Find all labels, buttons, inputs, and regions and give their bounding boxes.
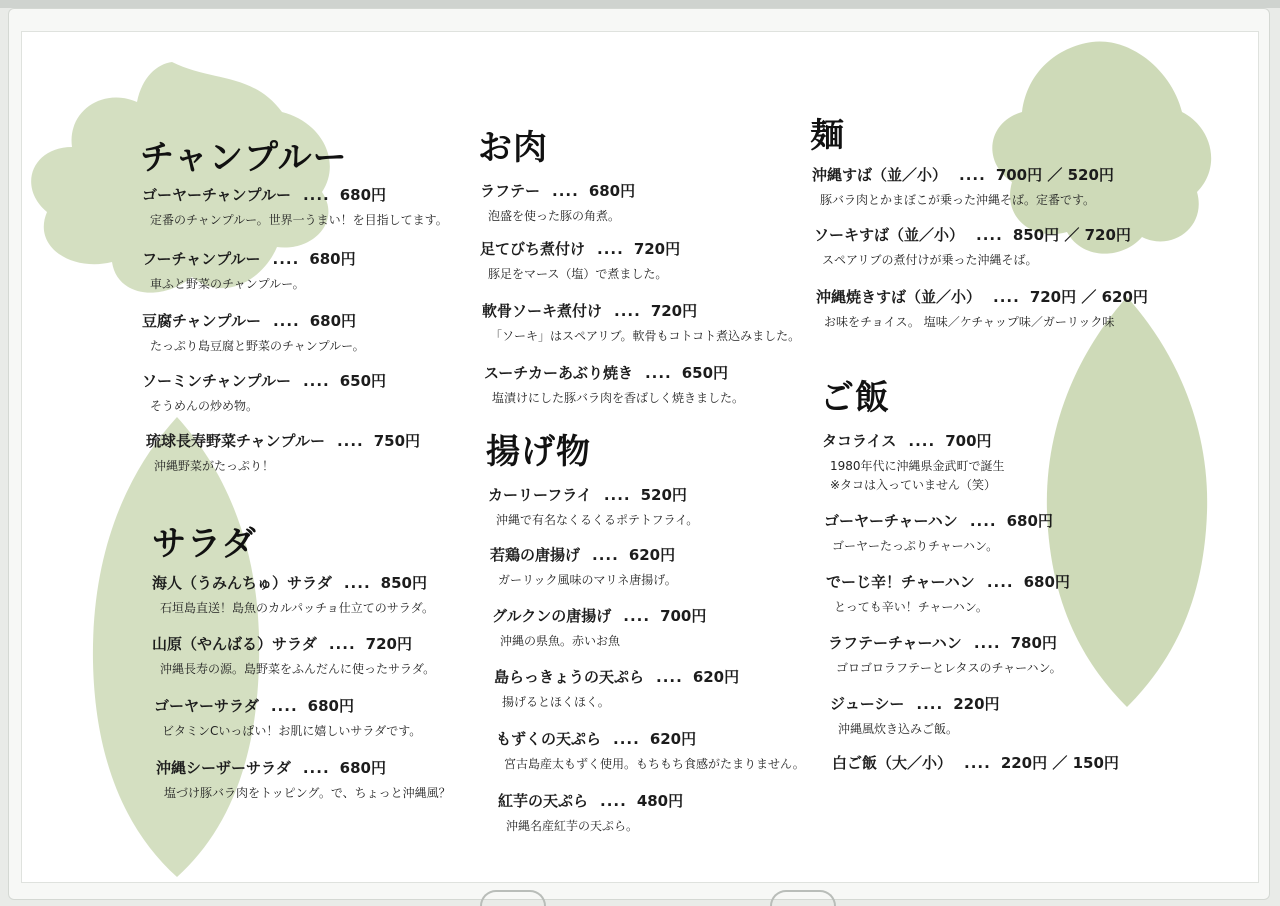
item-price: 680円 [309, 250, 356, 268]
menu-item [154, 695, 421, 741]
item-price: 520円 [640, 486, 687, 504]
item-name: 山原（やんばる）サラダ [152, 635, 317, 653]
item-price: 220円 ／ 150円 [1000, 754, 1119, 772]
item-name: ゴーヤーチャーハン [824, 512, 958, 530]
item-dots: .... [964, 754, 991, 772]
item-dots: .... [552, 182, 579, 200]
item-price: 750円 [373, 432, 421, 450]
item-desc: 「ソーキ」はスペアリブ。軟骨もコトコト煮込みました。 [490, 329, 801, 343]
section-title-meat: お肉 [478, 128, 548, 168]
item-name: グルクンの唐揚げ [492, 607, 612, 625]
top-edge [0, 0, 1280, 8]
item-dots: .... [986, 573, 1014, 591]
item-price: 220円 [953, 695, 1000, 713]
item-name: フーチャンプルー [142, 250, 261, 268]
item-price: 850円 ／ 720円 [1012, 226, 1131, 244]
item-price: 720円 [650, 302, 698, 320]
item-name: ジューシー [830, 695, 905, 713]
section-title-fried: 揚げ物 [486, 432, 591, 472]
item-dots: .... [603, 486, 631, 504]
item-name: 沖縄すば（並／小） [812, 166, 948, 184]
section-title-noodles: 麺 [810, 116, 845, 156]
item-dots: .... [969, 512, 997, 530]
item-name: 海人（うみんちゅ）サラダ [152, 574, 332, 592]
item-price: 650円 [681, 364, 729, 382]
binder-ring-left [480, 890, 546, 906]
item-desc: 豚足をマース（塩）で煮ました。 [488, 267, 668, 281]
item-price: 680円 [339, 759, 386, 777]
item-price: 680円 [309, 312, 357, 330]
item-name: 沖縄シーザーサラダ [156, 759, 291, 777]
item-dots: .... [623, 607, 651, 625]
item-dots: .... [592, 546, 619, 564]
item-dots: .... [908, 432, 936, 450]
item-dots: .... [270, 697, 298, 715]
item-name: ゴーヤーサラダ [154, 697, 259, 715]
item-name: 島らっきょうの天ぷら [494, 668, 645, 686]
item-dots: .... [302, 759, 330, 777]
item-desc-note: ※タコは入っていません（笑） [830, 477, 997, 492]
item-dots: .... [614, 302, 641, 320]
item-dots: .... [916, 695, 944, 713]
menu-item [152, 633, 435, 679]
item-dots: .... [976, 226, 1003, 244]
binder-ring-right [770, 890, 836, 906]
menu-item [146, 430, 420, 476]
item-name: スーチカーあぶり焼き [484, 364, 633, 382]
item-desc: 沖縄名産紅芋の天ぷら。 [506, 819, 639, 833]
item-dots: .... [328, 635, 356, 653]
item-desc: 石垣島直送！島魚のカルパッチョ仕立てのサラダ。 [160, 601, 434, 615]
item-name: 琉球長寿野菜チャンプルー [146, 432, 325, 450]
item-dots: .... [336, 432, 364, 450]
section-title-salad: サラダ [152, 524, 257, 564]
section-title-champuru: チャンプルー [140, 138, 348, 178]
menu-item [490, 544, 677, 590]
item-desc: たっぷり島豆腐と野菜のチャンプルー。 [150, 339, 365, 353]
item-name: ソーミンチャンプルー [142, 372, 291, 390]
item-dots: .... [600, 792, 627, 810]
item-price: 620円 [692, 668, 740, 686]
menu-item [142, 184, 448, 230]
menu-item [492, 605, 706, 651]
item-price: 680円 [1006, 512, 1053, 530]
menu-item [494, 666, 739, 712]
menu-item [142, 310, 365, 356]
item-desc-line: 1980年代に沖縄県金武町で誕生 [830, 459, 1005, 473]
item-name: 若鶏の唐揚げ [490, 546, 581, 564]
menu-item [830, 693, 1000, 739]
item-dots: .... [597, 240, 624, 258]
section-title-rice: ご飯 [820, 378, 890, 418]
item-price: 780円 [1010, 634, 1057, 652]
menu-item [816, 286, 1148, 332]
item-desc: ガーリック風味のマリネ唐揚げ。 [498, 573, 677, 587]
item-name: 白ご飯（大／小） [832, 754, 953, 772]
item-desc: 沖縄長寿の源。島野菜をふんだんに使ったサラダ。 [160, 662, 436, 676]
item-desc: 揚げるとほくほく。 [502, 695, 610, 709]
menu-item [488, 484, 698, 530]
item-price: 680円 [339, 186, 387, 204]
item-desc: 宮古島産太もずく使用。もちもち食感がたまりません。 [504, 757, 805, 771]
item-price: 480円 [636, 792, 684, 810]
menu-item [482, 300, 800, 346]
item-desc [822, 457, 1005, 494]
item-dots: .... [302, 186, 330, 204]
item-price: 680円 [1023, 573, 1070, 591]
item-name: 豆腐チャンプルー [142, 312, 261, 330]
item-price: 720円 [365, 635, 412, 653]
item-desc: ゴロゴロラフテーとレタスのチャーハン。 [836, 661, 1062, 675]
menu-item [480, 180, 635, 226]
item-name: ソーキすば（並／小） [814, 226, 965, 244]
item-price: 700円 ／ 520円 [995, 166, 1114, 184]
item-desc: そうめんの炒め物。 [150, 399, 259, 413]
item-desc: スペアリブの煮付けが乗った沖縄そば。 [822, 253, 1038, 267]
item-desc: 沖縄風炊き込みご飯。 [838, 722, 959, 736]
menu-item [152, 572, 434, 618]
item-dots: .... [959, 166, 986, 184]
item-desc: 豚バラ肉とかまぼこが乗った沖縄そば。定番です。 [820, 193, 1096, 207]
item-desc: お味をチョイス。 塩味／ケチャップ味／ガーリック味 [824, 315, 1115, 329]
item-name: ラフテーチャーハン [828, 634, 962, 652]
item-name: カーリーフライ [488, 486, 592, 504]
item-name: ゴーヤーチャンプルー [142, 186, 291, 204]
menu-item [826, 571, 1070, 617]
menu-item [142, 370, 386, 416]
menu-item [484, 362, 744, 408]
item-name: 軟骨ソーキ煮付け [482, 302, 603, 320]
item-dots: .... [993, 288, 1020, 306]
item-desc: 沖縄で有名なくるくるポテトフライ。 [496, 513, 699, 527]
item-dots: .... [343, 574, 371, 592]
item-name: でーじ辛！チャーハン [826, 573, 975, 591]
menu-item [828, 632, 1062, 678]
item-desc: ビタミンCいっぱい！お肌に嬉しいサラダです。 [162, 724, 422, 738]
item-price: 620円 [649, 730, 697, 748]
item-desc: 塩づけ豚バラ肉をトッピング。で、ちょっと沖縄風？ [164, 786, 451, 800]
item-price: 650円 [339, 372, 387, 390]
menu-item [156, 757, 451, 803]
item-price: 720円 ／ 620円 [1029, 288, 1148, 306]
item-desc: ゴーヤーたっぷりチャーハン。 [832, 539, 999, 553]
item-dots: .... [272, 250, 300, 268]
item-price: 680円 [307, 697, 354, 715]
item-desc: 泡盛を使った豚の角煮。 [488, 209, 621, 223]
item-dots: .... [656, 668, 683, 686]
item-name: もずくの天ぷら [496, 730, 602, 748]
item-desc: とっても辛い！チャーハン。 [834, 600, 988, 614]
menu-item [142, 248, 356, 294]
item-desc: 沖縄野菜がたっぷり！ [154, 459, 275, 473]
item-price: 700円 [660, 607, 707, 625]
item-desc: 塩漬けにした豚バラ肉を香ばしく焼きました。 [492, 391, 745, 405]
item-price: 620円 [628, 546, 676, 564]
item-name: ラフテー [480, 182, 541, 200]
item-price: 850円 [380, 574, 427, 592]
item-price: 720円 [633, 240, 681, 258]
item-dots: .... [644, 364, 672, 382]
item-desc: 車ふと野菜のチャンプルー。 [150, 277, 305, 291]
menu-item [812, 164, 1114, 210]
item-dots: .... [302, 372, 330, 390]
menu-item [822, 430, 1005, 494]
item-dots: .... [973, 634, 1001, 652]
menu-item [496, 728, 805, 774]
item-name: 足てびち煮付け [480, 240, 586, 258]
item-dots: .... [272, 312, 300, 330]
menu-item [832, 752, 1119, 773]
item-desc: 沖縄の県魚。赤いお魚 [500, 634, 621, 648]
item-name: 沖縄焼きすば（並／小） [816, 288, 982, 306]
item-dots: .... [613, 730, 640, 748]
menu-item [498, 790, 683, 836]
menu-item [480, 238, 680, 284]
item-desc: 定番のチャンプルー。世界一うまい！を目指してます。 [150, 213, 448, 227]
item-name: タコライス [822, 432, 897, 450]
item-price: 680円 [588, 182, 636, 200]
menu-page [22, 32, 1258, 882]
menu-item [814, 224, 1131, 270]
item-name: 紅芋の天ぷら [498, 792, 589, 810]
menu-item [824, 510, 1053, 556]
item-price: 700円 [945, 432, 992, 450]
